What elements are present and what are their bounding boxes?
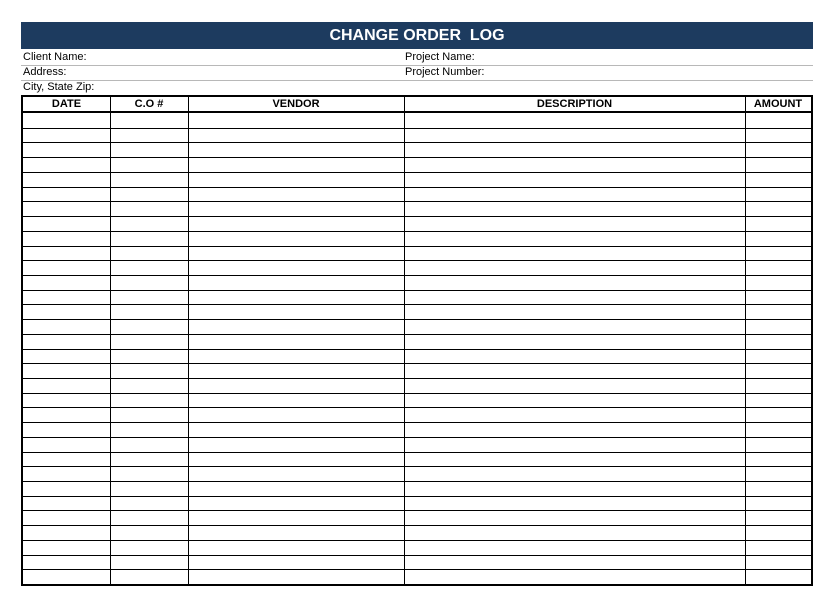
page-title: CHANGE ORDER LOG [21,22,813,49]
table-row-line [23,525,811,526]
table-row-line [23,540,811,541]
change-order-table [21,95,813,586]
table-row-line [23,407,811,408]
info-row-client [21,50,813,66]
client-name-label: Client Name: [23,51,87,63]
info-row-city [21,80,813,95]
table-row-line [23,260,811,261]
table-row-line [23,246,811,247]
table-row-line [23,128,811,129]
table-row-line [23,172,811,173]
table-row-line [23,142,811,143]
table-row-line [23,363,811,364]
table-row-line [23,304,811,305]
header-co-number: C.O # [134,98,164,110]
address-label: Address: [23,66,67,78]
table-row-line [23,510,811,511]
header-amount: AMOUNT [753,98,803,110]
table-row-line [23,216,811,217]
table-row-line [23,231,811,232]
table-row-line [23,201,811,202]
info-row-address [21,65,813,81]
table-row-line [23,496,811,497]
table-row-line [23,349,811,350]
table-row-line [23,437,811,438]
table-row-line [23,452,811,453]
table-row-line [23,422,811,423]
table-row-line [23,290,811,291]
project-number-label: Project Number: [405,66,485,78]
table-header [23,97,811,113]
table-row-line [23,555,811,556]
table-row-line [23,275,811,276]
table-row-line [23,393,811,394]
table-row-line [23,466,811,467]
header-vendor: VENDOR [272,98,320,110]
header-description: DESCRIPTION [536,98,613,110]
table-row-line [23,378,811,379]
table-row-line [23,319,811,320]
city-state-zip-label: City, State Zip: [23,81,95,93]
header-date: DATE [51,98,82,110]
table-row-line [23,187,811,188]
project-name-label: Project Name: [405,51,475,63]
table-row-line [23,157,811,158]
table-row-line [23,334,811,335]
table-row-line [23,569,811,570]
table-row-line [23,481,811,482]
